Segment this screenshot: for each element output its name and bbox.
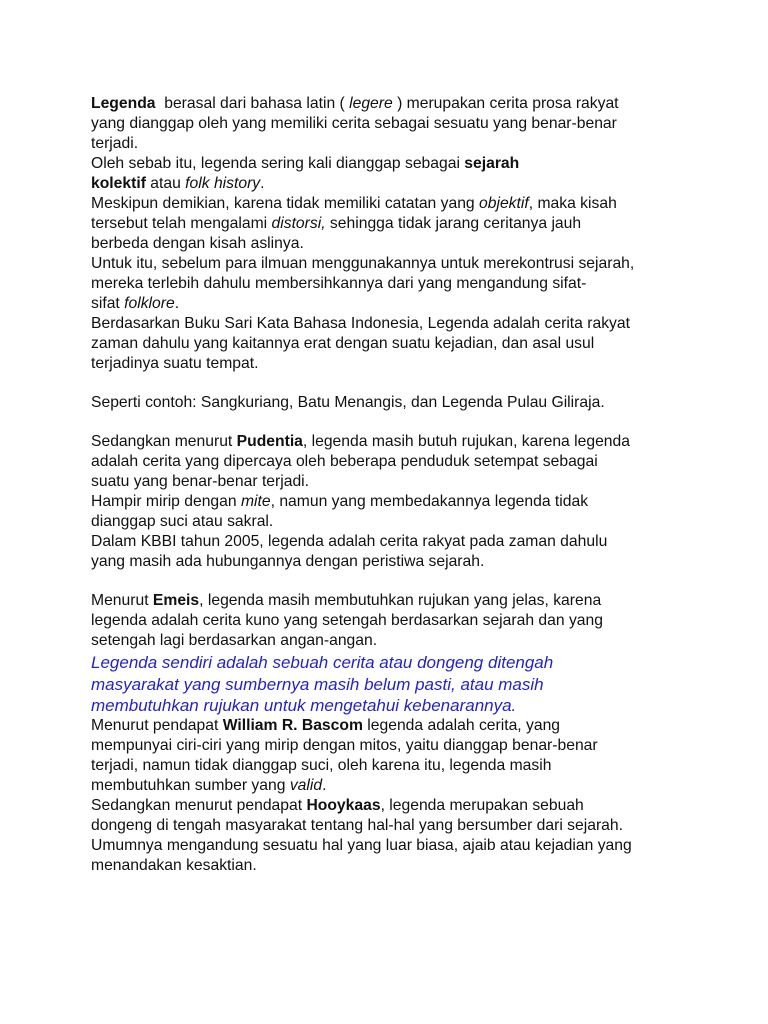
paragraph-definition: Legenda berasal dari bahasa latin ( legere ) merupakan cerita prosa rakyat yang dianggap oleh yang memiliki cerita sebagai sesuatu yang benar-benar terjadi. [91, 95, 619, 152]
term-legenda: Legenda [91, 95, 156, 112]
paragraph-examples: Seperti contoh: Sangkuriang, Batu Menangis, dan Legenda Pulau Giliraja. [91, 394, 605, 411]
paragraph-emeis: Menurut Emeis, legenda masih membutuhkan rujukan yang jelas, karena legenda adalah cerita kuno yang setengah berdasarkan sejarah dan yang setengah lagi berdasarkan angan-angan. [91, 592, 603, 649]
paragraph-distortion: Meskipun demikian, karena tidak memiliki catatan yang objektif, maka kisah tersebut telah mengalami distorsi, sehingga tidak jarang ceritanya jauh berbeda dengan kisah aslinya. [91, 195, 617, 252]
paragraph-scientists: Untuk itu, sebelum para ilmuan menggunakannya untuk merekontrusi sejarah, mereka terlebih dahulu membersihkannya dari yang mengandung sifat- sifat folklore. [91, 255, 635, 312]
paragraph-collective-history: Oleh sebab itu, legenda sering kali dianggap sebagai sejarah kolektif atau folk history. [91, 155, 520, 192]
paragraph-sari-kata: Berdasarkan Buku Sari Kata Bahasa Indonesia, Legenda adalah cerita rakyat zaman dahulu yang kaitannya erat dengan suatu kejadian, dan asal usul terjadinya suatu tempat. [91, 315, 630, 372]
paragraph-pudentia: Sedangkan menurut Pudentia, legenda masih butuh rujukan, karena legenda adalah cerita yang dipercaya oleh beberapa penduduk setempat sebagai suatu yang benar-benar terjadi. Hampir mirip dengan mite, namun yang membedakannya legenda tidak dianggap suci atau sakral. Dalam KBBI tahun 2005, legenda adalah cerita rakyat pada zaman dahulu yang masih ada hubungannya dengan peristiwa sejarah. [91, 433, 630, 570]
paragraph-bascom-hooykaas: Menurut pendapat William R. Bascom legenda adalah cerita, yang mempunyai ciri-ciri yang mirip dengan mitos, yaitu dianggap benar-benar terjadi, namun tidak dianggap suci, oleh karena itu, legenda masih membutuhkan sumber yang valid. Sedangkan menurut pendapat Hooykaas, legenda merupakan sebuah dongeng di tengah masyarakat tentang hal-hal yang bersumber dari sejarah. Umumnya mengandung sesuatu hal yang luar biasa, ajaib atau kejadian yang menandakan kesaktian. [91, 717, 632, 874]
paragraph-highlight-blue: Legenda sendiri adalah sebuah cerita atau dongeng ditengah masyarakat yang sumbernya masih belum pasti, atau masih membutuhkan rujukan untuk mengetahui kebenarannya. [91, 653, 554, 715]
